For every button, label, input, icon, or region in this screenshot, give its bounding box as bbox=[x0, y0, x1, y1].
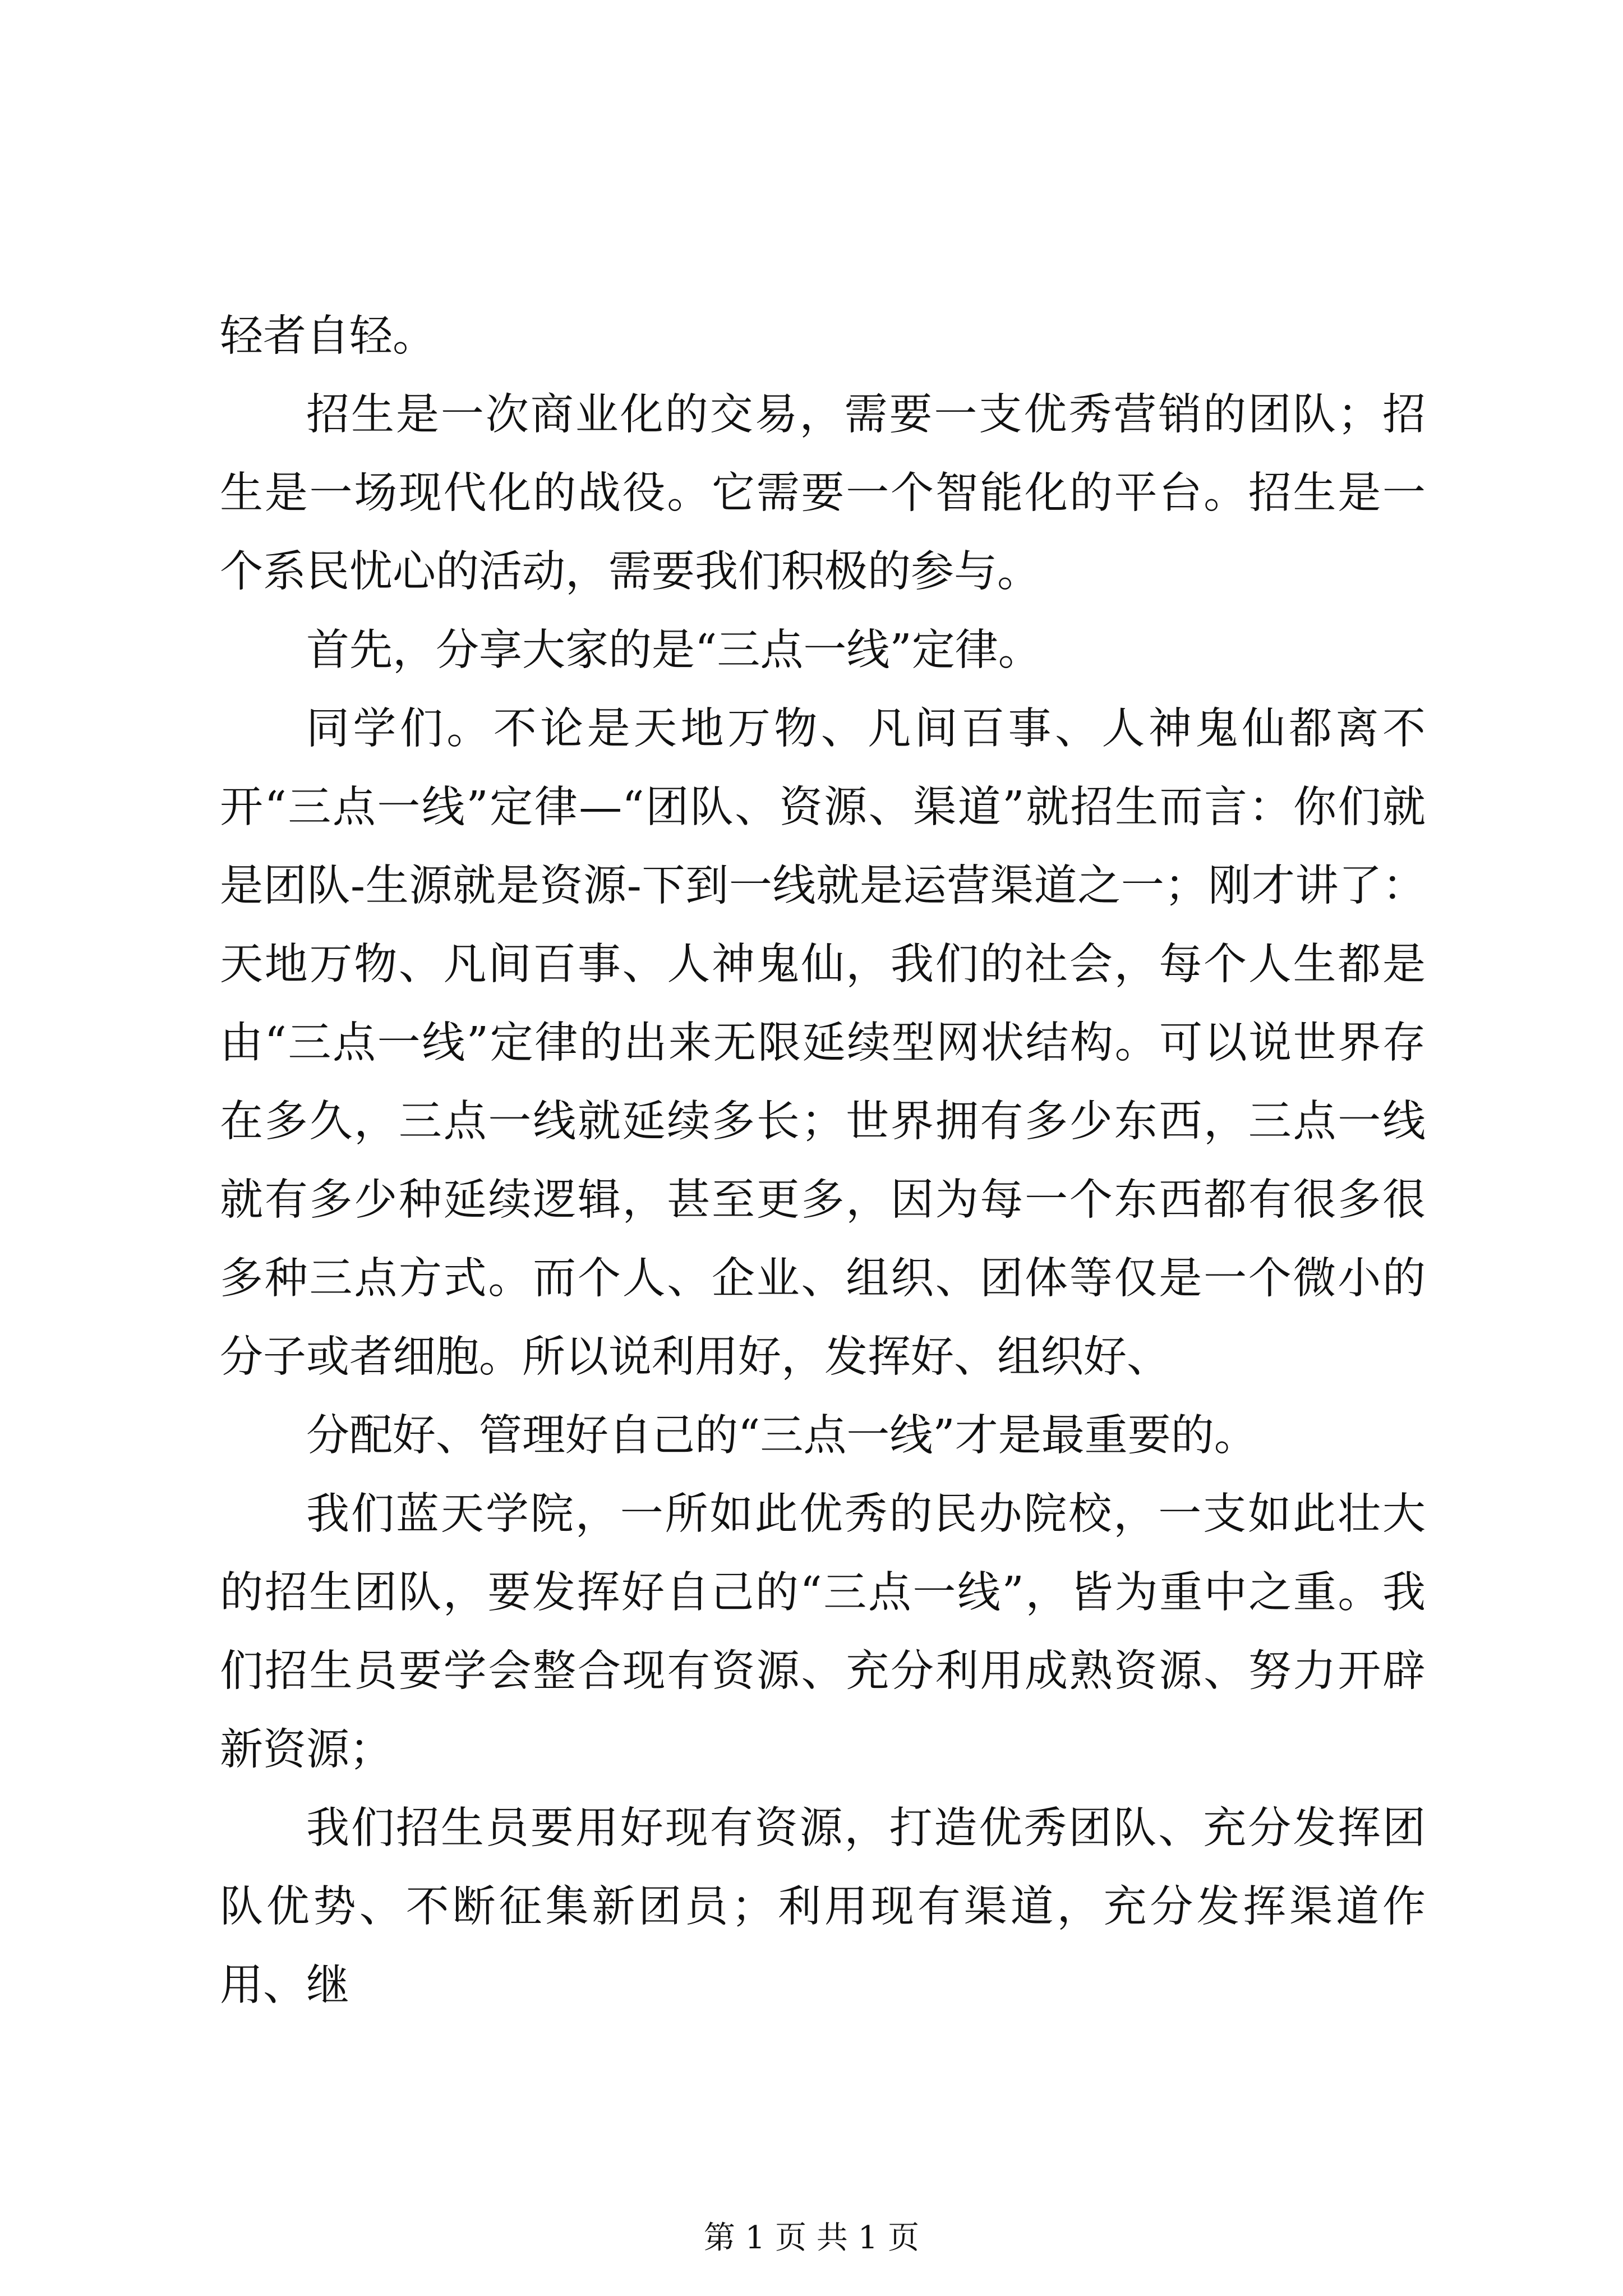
paragraph-use-resources: 我们招生员要用好现有资源，打造优秀团队、充分发挥团队优势、不断征集新团员；利用现有渠道，充分发挥渠道作用、继 bbox=[220, 1803, 1426, 2010]
paragraph-three-points-law: 同学们。不论是天地万物、凡间百事、人神鬼仙都离不开“三点一线”定律—“团队、资源、渠道”就招生而言：你们就是团队-生源就是资源-下到一线就是运营渠道之一；刚才讲了：天地万物、凡间百事、人神鬼仙，我们的社会，每个人生都是由“三点一线”定律的出来无限延续型网状结构。可以说世界存在多久，三点一线就延续多长；世界拥有多少东西，三点一线就有多少种延续逻辑，甚至更多，因为每一个东西都有很多很多种三点方式。而个人、企业、组织、团体等仅是一个微小的分子或者细胞。所以说利用好，发挥好、组织好、 bbox=[220, 704, 1426, 1382]
document-body bbox=[220, 297, 1426, 2025]
paragraph-continuation: 轻者自轻。 bbox=[220, 311, 436, 361]
page-number-footer: 第 1 页 共 1 页 bbox=[703, 2220, 920, 2256]
paragraph-manage-well: 分配好、管理好自己的“三点一线”才是最重要的。 bbox=[306, 1411, 1257, 1461]
paragraph-recruitment-nature: 招生是一次商业化的交易，需要一支优秀营销的团队；招生是一场现代化的战役。它需要一个智能化的平台。招生是一个系民忧心的活动，需要我们积极的参与。 bbox=[220, 390, 1426, 597]
paragraph-share-intro: 首先，分享大家的是“三点一线”定律。 bbox=[306, 625, 1041, 675]
paragraph-lantian-college: 我们蓝天学院，一所如此优秀的民办院校，一支如此壮大的招生团队，要发挥好自己的“三点一线”，皆为重中之重。我们招生员要学会整合现有资源、充分利用成熟资源、努力开辟新资源； bbox=[220, 1489, 1426, 1775]
